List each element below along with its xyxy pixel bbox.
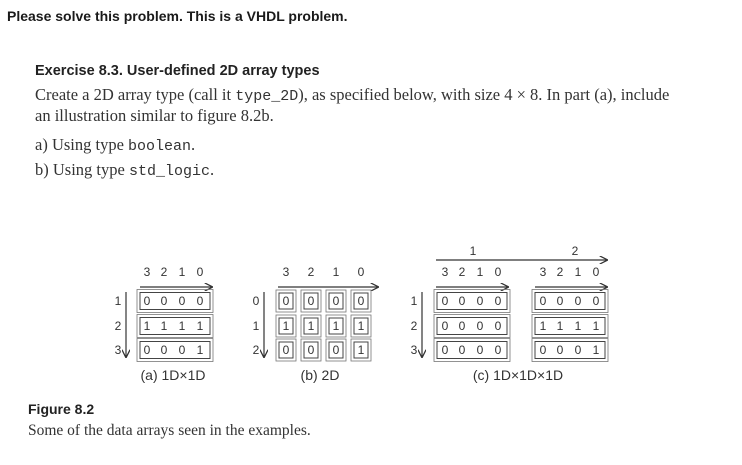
panel-a-col-label: 2 — [160, 265, 168, 279]
panel-b-cell: 0 — [332, 294, 340, 308]
panel-a-cell: 0 — [160, 294, 168, 308]
panel-c-block-1-cell: 0 — [441, 319, 449, 333]
exercise-line-2: an illustration similar to figure 8.2b. — [35, 106, 274, 125]
panel-c-block-1-cell: 0 — [441, 294, 449, 308]
panel-a-cell: 0 — [160, 343, 168, 357]
panel-c-block-1-cell: 0 — [494, 294, 502, 308]
panel-b-row-label: 1 — [252, 319, 260, 333]
panel-c-block-2-col-label: 3 — [539, 265, 547, 279]
panel-c-block-1-cell: 0 — [476, 294, 484, 308]
panel-b-row-label: 0 — [252, 294, 260, 308]
panel-b-row-label: 2 — [252, 343, 260, 357]
panel-a-cell: 1 — [143, 319, 151, 333]
panel-b-cell: 0 — [357, 294, 365, 308]
panel-c-block-1-cell: 0 — [476, 319, 484, 333]
panel-a-col-label: 0 — [196, 265, 204, 279]
panel-c-block-2-cell: 0 — [539, 294, 547, 308]
panel-a-cell: 1 — [160, 319, 168, 333]
panel-c-block-2-cell: 1 — [574, 319, 582, 333]
panel-c-outer-label: 1 — [469, 244, 477, 258]
prompt-text: Please solve this problem. This is a VHDL problem. — [7, 8, 348, 24]
panel-c-block-1-cell: 0 — [458, 343, 466, 357]
panel-a-row-label: 1 — [114, 294, 122, 308]
panel-c-block-2-cell: 0 — [574, 294, 582, 308]
part-b-code: std_logic — [128, 163, 210, 180]
panel-c-block-2-col-label: 2 — [556, 265, 564, 279]
panel-c-row-label: 1 — [410, 294, 418, 308]
panel-c-outer-label: 2 — [571, 244, 579, 258]
panel-c-block-2-cell: 1 — [556, 319, 564, 333]
panel-c-caption: (c) 1D×1D×1D — [472, 367, 564, 383]
panel-c-block-1-col-label: 1 — [476, 265, 484, 279]
panel-c-block-1-cell: 0 — [441, 343, 449, 357]
panel-a-cell: 1 — [196, 343, 204, 357]
panel-c-block-1-col-label: 0 — [494, 265, 502, 279]
panel-c-block-2-cell: 0 — [592, 294, 600, 308]
part-a-period: . — [191, 135, 196, 154]
panel-c-block-2-cell: 0 — [556, 294, 564, 308]
panel-a-row-label: 2 — [114, 319, 122, 333]
panel-c-block-1-col-label: 2 — [458, 265, 466, 279]
panel-b-caption: (b) 2D — [300, 367, 340, 383]
panel-c-block-1-cell: 0 — [494, 343, 502, 357]
panel-c-block-1-cell: 0 — [476, 343, 484, 357]
line1-text-end: ), as specified below, with size 4 × 8. In part (a), include — [298, 85, 670, 104]
part-a-code: boolean — [128, 138, 192, 155]
part-a-text: a) Using type — [35, 135, 129, 154]
panel-a-caption: (a) 1D×1D — [140, 367, 206, 383]
panel-c-block-2-col-label: 0 — [592, 265, 600, 279]
panel-a-cell: 1 — [196, 319, 204, 333]
panel-a-col-label: 3 — [143, 265, 151, 279]
panel-a-col-label: 1 — [178, 265, 186, 279]
panel-b-cell: 0 — [307, 294, 315, 308]
exercise-title: Exercise 8.3. User-defined 2D array types — [35, 63, 320, 79]
panel-a-cell: 0 — [196, 294, 204, 308]
panel-a-cell: 0 — [143, 343, 151, 357]
panel-b-col-label: 2 — [307, 265, 315, 279]
panel-b-cell: 1 — [357, 343, 365, 357]
panel-b-col-label: 1 — [332, 265, 340, 279]
panel-a-cell: 1 — [178, 319, 186, 333]
panel-b-cell: 0 — [282, 343, 290, 357]
panel-b-col-label: 3 — [282, 265, 290, 279]
line1-text-start: Create a 2D array type (call it — [35, 85, 236, 104]
panel-c-block-2-cell: 1 — [592, 343, 600, 357]
panel-c-block-1-cell: 0 — [458, 319, 466, 333]
panel-c-block-2-cell: 1 — [592, 319, 600, 333]
panel-c-block-2-cell: 0 — [539, 343, 547, 357]
panel-b-cell: 1 — [307, 319, 315, 333]
panel-c-block-1-cell: 0 — [458, 294, 466, 308]
panel-c-block-1-col-label: 3 — [441, 265, 449, 279]
part-b-period: . — [209, 160, 215, 179]
panel-c-row-label: 3 — [410, 343, 418, 357]
figure-label: Figure 8.2 — [28, 401, 95, 417]
panel-b-cell: 1 — [282, 319, 290, 333]
figure-caption: Some of the data arrays seen in the examples. — [28, 422, 311, 439]
panel-b-cell: 0 — [282, 294, 290, 308]
panel-a-cell: 0 — [143, 294, 151, 308]
panel-b-cell: 0 — [307, 343, 315, 357]
panel-c-block-2-cell: 0 — [574, 343, 582, 357]
panel-c-block-2-cell: 0 — [556, 343, 564, 357]
panel-c-block-2-cell: 1 — [539, 319, 547, 333]
part-b-text: b) Using type — [35, 160, 129, 179]
panel-b-col-label: 0 — [357, 265, 365, 279]
panel-a-cell: 0 — [178, 294, 186, 308]
panel-a-row-label: 3 — [114, 343, 122, 357]
panel-c-row-label: 2 — [410, 319, 418, 333]
panel-c-block-2-col-label: 1 — [574, 265, 582, 279]
panel-b-cell: 0 — [332, 343, 340, 357]
panel-b-cell: 1 — [332, 319, 340, 333]
type-name-code: type_2D — [235, 88, 299, 105]
panel-a-cell: 0 — [178, 343, 186, 357]
panel-b-cell: 1 — [357, 319, 365, 333]
panel-c-block-1-cell: 0 — [494, 319, 502, 333]
